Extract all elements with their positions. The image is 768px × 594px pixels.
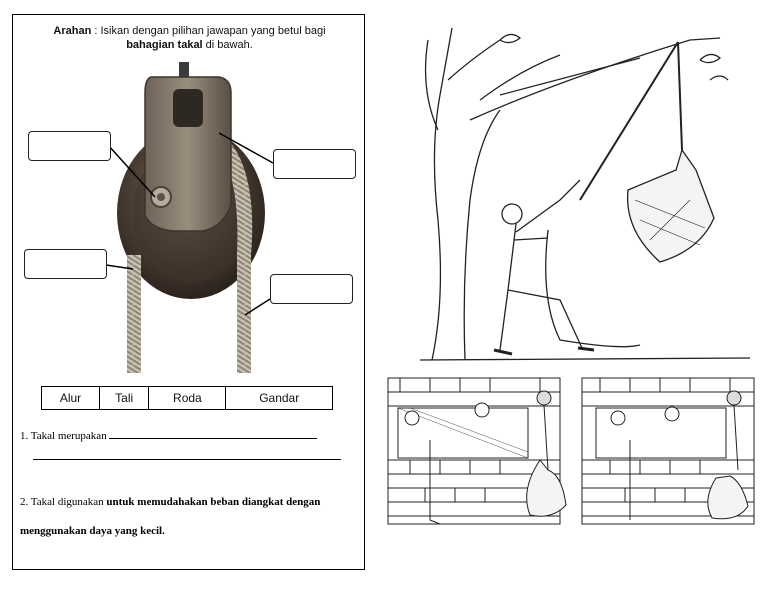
instruction-prefix: Arahan	[53, 25, 92, 37]
question-2-bold-1: untuk memudahakan beban diangkat dengan	[106, 496, 321, 508]
instruction-text: : Isikan dengan pilihan jawapan yang betul bagi	[91, 25, 326, 37]
option-roda: Roda	[149, 387, 226, 410]
question-2-line2: menggunakan daya yang kecil.	[20, 525, 165, 537]
window-pulley-illustration-left-icon	[388, 378, 566, 524]
instruction-bold: bahagian takal	[126, 39, 203, 51]
tree-pulley-illustration-icon	[420, 28, 750, 360]
question-2-prefix: 2. Takal digunakan	[20, 496, 107, 508]
question-1-text: 1. Takal merupakan	[20, 430, 107, 442]
instruction-suffix: di bawah.	[202, 39, 253, 51]
option-gandar: Gandar	[226, 387, 333, 410]
window-pulley-illustration-right-icon	[582, 378, 754, 524]
option-tali: Tali	[100, 387, 149, 410]
option-alur: Alur	[42, 387, 100, 410]
